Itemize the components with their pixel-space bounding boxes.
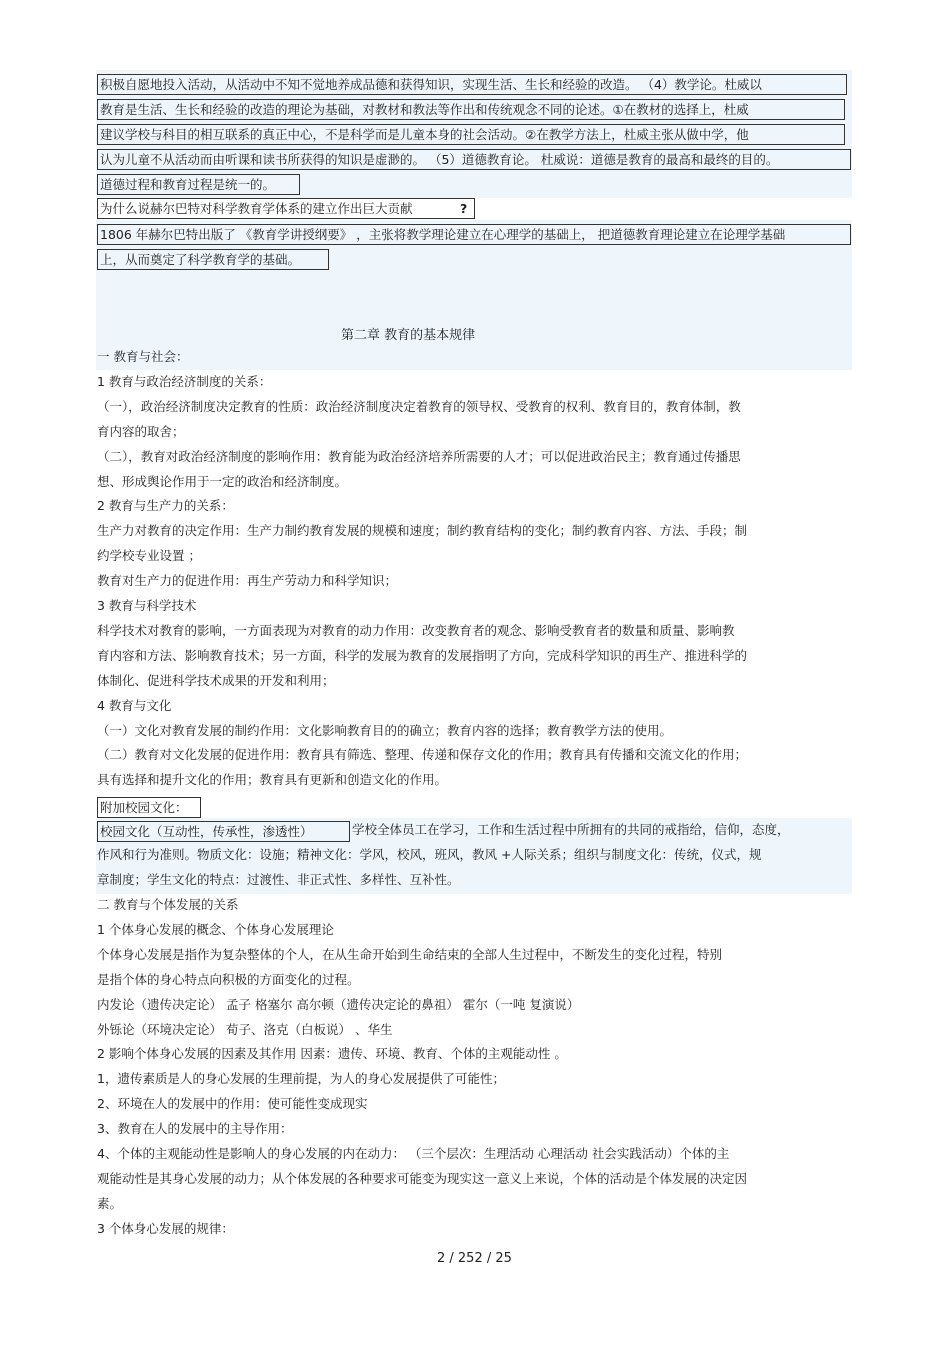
body-text-line: 外铄论（环境决定论） 荀子、洛克（白板说） 、华生 bbox=[97, 1021, 393, 1037]
body-text-line: 观能动性是其身心发展的动力；从个体发展的各种要求可能变为现实这一意义上来说，个体的活动是个体发展的决定因 bbox=[97, 1170, 748, 1186]
text-box-line: 建议学校与科目的相互联系的真正中心，不是科学而是儿童本身的社会活动。②在教学方法上，杜威主张从做中学，他 bbox=[97, 124, 845, 145]
body-text-line: 生产力对教育的决定作用：生产力制约教育发展的规模和速度；制约教育结构的变化；制约教育内容、方法、手段；制 bbox=[97, 523, 748, 539]
body-text-line: 4 教育与文化 bbox=[97, 697, 172, 713]
text-box-line: 教育是生活、生长和经验的改造的理论为基础，对教材和教法等作出和传统观念不同的论述。①在教材的选择上，杜威 bbox=[97, 99, 845, 120]
campus-line-3: 章制度；学生文化的特点：过渡性、非正式性、多样性、互补性。 bbox=[97, 872, 460, 887]
body-text-line: 内发论（遗传决定论） 孟子 格塞尔 高尔顿（遗传决定论的鼻祖） 霍尔（一吨 复演说） bbox=[97, 996, 580, 1012]
body-text-line: 1 教育与政治经济制度的关系： bbox=[97, 373, 272, 389]
body-text-line: 2、环境在人的发展中的作用：使可能性变成现实 bbox=[97, 1096, 368, 1112]
text-box-line: 积极自愿地投入活动，从活动中不知不觉地养成品德和获得知识，实现生活、生长和经验的改造。 （4）教学论。杜威以 bbox=[97, 74, 847, 95]
text-box-line: 道德过程和教育过程是统一的。 bbox=[97, 174, 300, 195]
question-box bbox=[97, 198, 475, 219]
campus-line-1-rest: 学校全体员工在学习，工作和生活过程中所拥有的共同的戒指给，信仰，态度， bbox=[352, 822, 790, 837]
body-text-line: 教育对生产力的促进作用：再生产劳动力和科学知识； bbox=[97, 573, 398, 589]
body-text-line: 是指个体的身心特点向积极的方面变化的过程。 bbox=[97, 971, 360, 987]
body-text-line: 4、个体的主观能动性是影响人的身心发展的内在动力： （三个层次：生理活动 心理活动 社会实践活动）个体的主 bbox=[97, 1146, 730, 1161]
body-text-line: （一），政治经济制度决定教育的性质：政治经济制度决定着教育的领导权、受教育的权利、教育目的，教育体制，教 bbox=[97, 398, 741, 414]
body-text-line: （二），教育对政治经济制度的影响作用：教育能为政治经济培养所需要的人才；可以促进政治民主；教育通过传播思 bbox=[97, 448, 741, 464]
text-box-line: 认为儿童不从活动而由听课和读书所获得的知识是虚渺的。 （5）道德教育论。 杜威说：道德是教育的最高和最终的目的。 bbox=[97, 149, 851, 170]
body-text-line: 想、形成舆论作用于一定的政治和经济制度。 bbox=[97, 473, 348, 489]
body-text-line: 个体身心发展是指作为复杂整体的个人，在从生命开始到生命结束的全部人生过程中，不断发生的变化过程，特别 bbox=[97, 946, 723, 962]
body-text-line: 育内容和方法、影响教育技术；另一方面，科学的发展为教育的发展指明了方向，完成科学知识的再生产、推进科学的 bbox=[97, 647, 748, 663]
body-text-line: 3、教育在人的发展中的主导作用： bbox=[97, 1121, 293, 1137]
body-text-line: 一 教育与社会： bbox=[97, 349, 189, 364]
body-text-line: 二 教育与个体发展的关系 bbox=[97, 897, 239, 912]
answer-line-1: 1806 年赫尔巴特出版了 《教育学讲授纲要》 ，主张将教学理论建立在心理学的基础上， 把道德教育理论建立在论理学基础 bbox=[97, 224, 851, 245]
body-text-line: 3 教育与科学技术 bbox=[97, 598, 197, 613]
body-text-line: 1 个体身心发展的概念、个体身心发展理论 bbox=[97, 921, 334, 937]
body-text-line: 素。 bbox=[97, 1195, 123, 1211]
question-mark: ? bbox=[460, 201, 468, 216]
body-text-line: 2 影响个体身心发展的因素及其作用 因素：遗传、环境、教育、个体的主观能动性 。 bbox=[97, 1046, 567, 1062]
body-text-line: 具有选择和提升文化的作用；教育具有更新和创造文化的作用。 bbox=[97, 772, 448, 788]
campus-heading: 附加校园文化： bbox=[97, 797, 201, 818]
body-text-line: 2 教育与生产力的关系： bbox=[97, 498, 234, 514]
chapter-title: 第二章 教育的基本规律 bbox=[341, 328, 476, 343]
page-number: 2 / 252 / 25 bbox=[437, 1251, 512, 1266]
body-text-line: 育内容的取舍； bbox=[97, 423, 185, 439]
campus-boxed-term: 校园文化（互动性，传承性，渗透性） bbox=[97, 821, 350, 842]
body-text-line: 体制化、促进科学技术成果的开发和利用； bbox=[97, 672, 335, 688]
question-text: 为什么说赫尔巴特对科学教育学体系的建立作出巨大贡献 bbox=[100, 201, 413, 216]
answer-line-2: 上，从而奠定了科学教育学的基础。 bbox=[97, 249, 329, 270]
campus-line-2: 作风和行为准则。物质文化：设施；精神文化：学风，校风，班风，教风 +人际关系；组织与制度文化：传统，仪式，规 bbox=[97, 847, 762, 862]
body-text-line: 3 个体身心发展的规律： bbox=[97, 1220, 234, 1236]
body-text-line: 科学技术对教育的影响，一方面表现为对教育的动力作用：改变教育者的观念、影响受教育者的数量和质量、影响教 bbox=[97, 622, 735, 638]
body-text-line: 约学校专业设置 ； bbox=[97, 548, 201, 564]
body-text-line: （一）文化对教育发展的制约作用：文化影响教育目的的确立；教育内容的选择；教育教学方法的使用。 bbox=[97, 722, 673, 738]
body-text-line: （二）教育对文化发展的促进作用：教育具有筛选、整理、传递和保存文化的作用；教育具有传播和交流文化的作用； bbox=[97, 747, 748, 763]
body-text-line: 1，遗传素质是人的身心发展的生理前提，为人的身心发展提供了可能性； bbox=[97, 1071, 505, 1087]
